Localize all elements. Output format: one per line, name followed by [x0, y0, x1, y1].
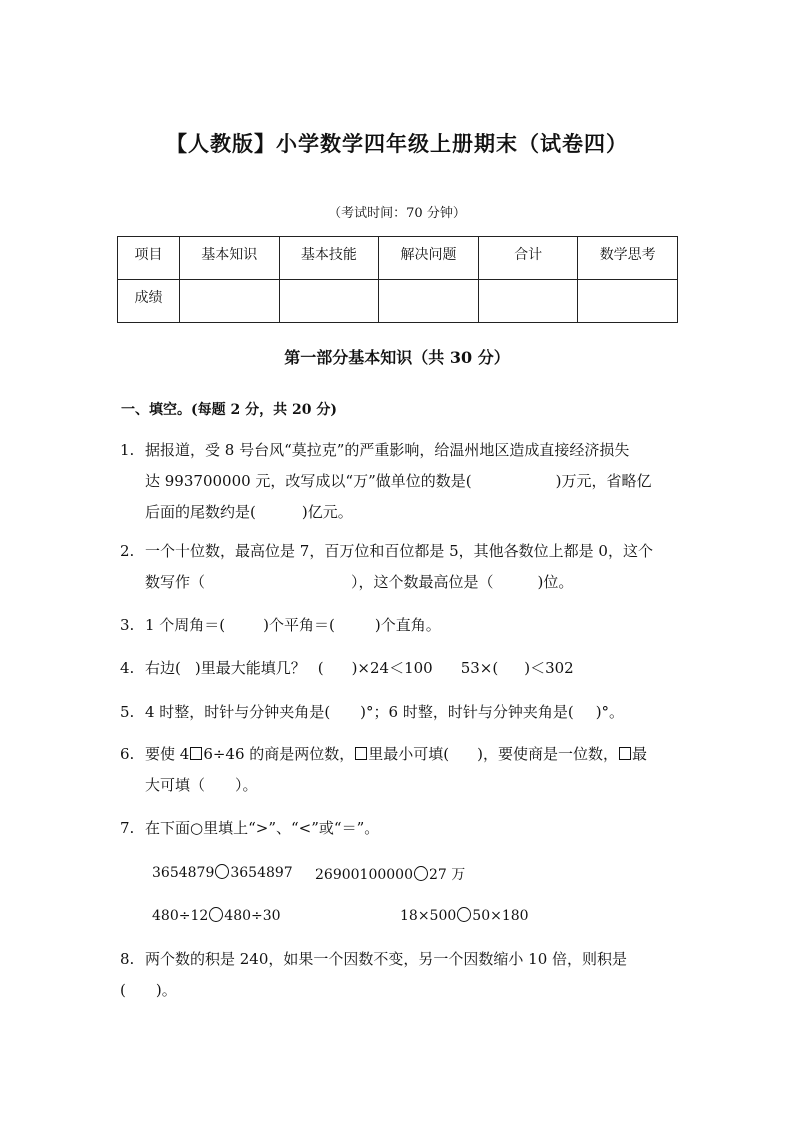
question-text: 最 [632, 745, 648, 763]
comparison-1 [152, 864, 293, 881]
question-text: 一个十位数，最高位是 7，百万位和百位都是 5，其他各数位上都是 0，这个 [145, 542, 653, 560]
question-text: 里最小可填( [368, 745, 450, 763]
question-number: 8. [120, 950, 135, 968]
compare-circle[interactable] [209, 907, 223, 922]
question-1 [120, 435, 680, 528]
question-2 [120, 536, 680, 598]
question-text: 后面的尾数约是( [145, 503, 256, 521]
question-line [120, 466, 680, 497]
question-text: )亿元。 [301, 503, 353, 521]
question-text: 数写作（ [145, 573, 206, 591]
comparison-left: 3654879 [152, 865, 215, 881]
score-header-basic-knowledge: 基本知识 [180, 237, 280, 280]
question-text: 两个数的积是 240，如果一个因数不变，另一个因数缩小 10 倍，则积是 [145, 950, 628, 968]
score-header-item: 项目 [118, 237, 180, 280]
question-text: 在下面○里填上“>”、“<”或“＝”。 [145, 819, 380, 837]
question-number: 4. [120, 659, 135, 677]
question-text: 要使 4 [145, 745, 190, 763]
part-title: 一、填空。(每题 2 分，共 20 分) [121, 402, 337, 418]
question-text: )＜302 [524, 659, 574, 677]
comparison-2 [315, 864, 465, 884]
score-table-header-row [118, 237, 678, 280]
question-text: 右边( [145, 659, 181, 677]
comparison-left: 26900100000 [315, 867, 413, 883]
score-header-basic-skills: 基本技能 [279, 237, 379, 280]
score-cell[interactable] [379, 280, 479, 323]
question-number: 7. [120, 819, 135, 837]
question-text: 6÷46 的商是两位数， [203, 745, 355, 763]
score-row-label: 成绩 [118, 280, 180, 323]
comparison-left: 18×500 [400, 908, 457, 924]
score-header-math-thinking: 数学思考 [578, 237, 678, 280]
question-number: 3. [120, 616, 135, 634]
score-table [117, 236, 678, 323]
question-text: ( [317, 659, 324, 677]
comparison-3 [152, 907, 281, 924]
question-text: 大可填（ [145, 776, 206, 794]
comparison-right: 50×180 [472, 908, 529, 924]
question-4 [120, 653, 680, 684]
comparison-right: 480÷30 [224, 908, 281, 924]
score-header-problem-solving: 解决问题 [379, 237, 479, 280]
blank-square-icon [355, 747, 367, 760]
question-text: ）。 [235, 776, 258, 794]
question-text: )°；6 时整，时针与分钟夹角是( [360, 703, 574, 721]
question-text: )个直角。 [374, 616, 441, 634]
question-6 [120, 739, 680, 801]
question-text: )里最大能填几？ [194, 659, 306, 677]
question-line [120, 567, 680, 598]
question-text: )°。 [595, 703, 625, 721]
question-7 [120, 813, 680, 844]
question-number: 1. [120, 441, 135, 459]
question-text: ），这个数最高位是（ [351, 573, 494, 591]
score-cell[interactable] [478, 280, 578, 323]
comparison-right: 3654897 [230, 865, 293, 881]
question-number: 5. [120, 703, 135, 721]
question-text: 53×( [460, 659, 499, 677]
question-text: )×24＜100 [351, 659, 433, 677]
blank-square-icon [619, 747, 631, 760]
question-line [120, 770, 680, 801]
section-title: 第一部分基本知识（共 30 分） [284, 348, 510, 367]
exam-title: 【人教版】小学数学四年级上册期末（试卷四） [166, 131, 628, 156]
score-header-total: 合计 [478, 237, 578, 280]
compare-circle[interactable] [457, 907, 471, 922]
question-3 [120, 610, 680, 641]
question-5 [120, 697, 680, 728]
question-text: )位。 [537, 573, 574, 591]
question-text: )，要使商是一位数， [477, 745, 618, 763]
compare-circle[interactable] [414, 866, 428, 881]
question-number: 6. [120, 745, 135, 763]
blank-square-icon [190, 747, 202, 760]
compare-circle[interactable] [215, 864, 229, 879]
score-cell[interactable] [279, 280, 379, 323]
question-text: 达 993700000 元，改写成以“万”做单位的数是( [145, 472, 472, 490]
comparison-4 [400, 907, 529, 924]
question-text: 据报道，受 8 号台风“莫拉克”的严重影响，给温州地区造成直接经济损失 [145, 441, 630, 459]
question-text: )个平角＝( [263, 616, 335, 634]
score-cell[interactable] [180, 280, 280, 323]
exam-duration: （考试时间：70 分钟） [328, 206, 466, 221]
score-cell[interactable] [578, 280, 678, 323]
score-table-score-row [118, 280, 678, 323]
question-text: 4 时整，时针与分钟夹角是( [145, 703, 331, 721]
question-text: 1 个周角＝( [145, 616, 226, 634]
comparison-right: 27 万 [428, 867, 466, 883]
question-line [120, 497, 680, 528]
comparison-left: 480÷12 [152, 908, 209, 924]
question-number: 2. [120, 542, 135, 560]
question-line: ( )。 [120, 981, 177, 999]
question-8 [120, 944, 680, 1006]
question-text: )万元，省略亿 [555, 472, 652, 490]
